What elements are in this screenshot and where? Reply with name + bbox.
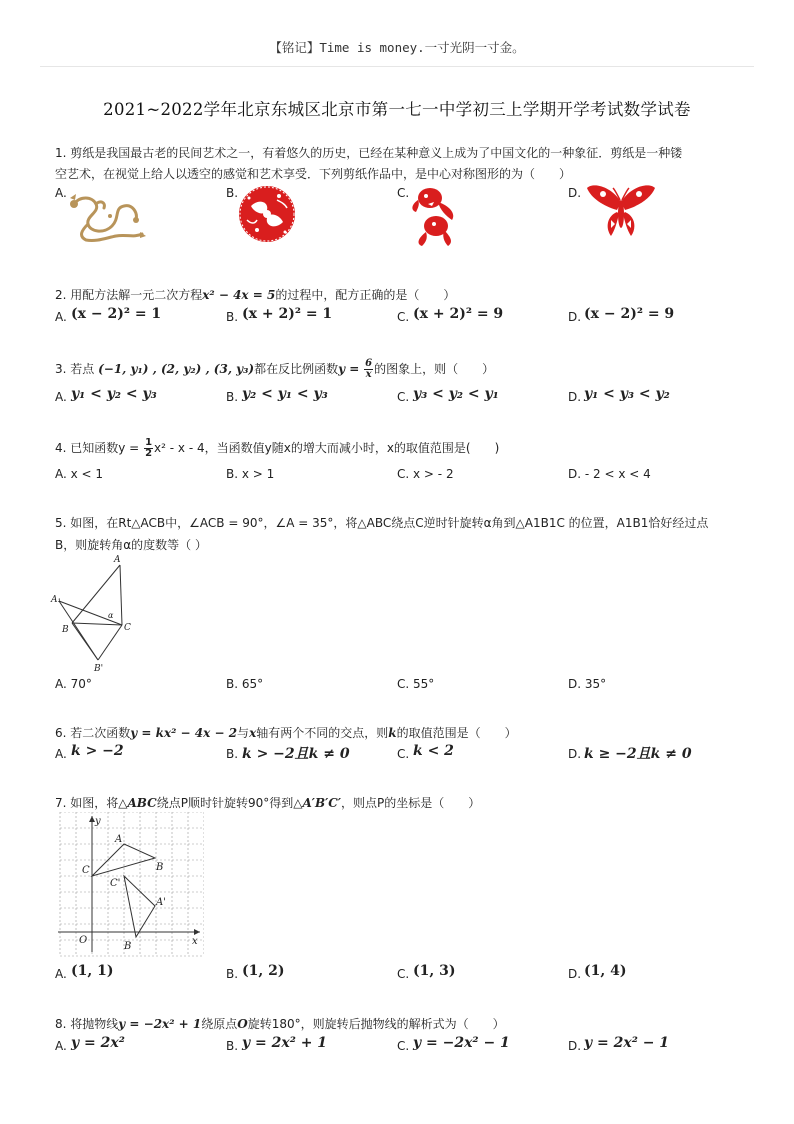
q6-prefix: 6. 若二次函数 xyxy=(55,726,131,740)
q3-option-c-label: C. xyxy=(397,390,410,404)
q2-equation: x² − 4x = 5 xyxy=(202,288,276,302)
q7-option-a-label: A. xyxy=(55,967,67,981)
q2-option-a: (x − 2)² = 1 xyxy=(71,306,162,322)
q5-label-a: A xyxy=(114,555,121,565)
q8-option-a-label: A. xyxy=(55,1039,67,1053)
q5-option-a: A. 70° xyxy=(55,677,92,691)
q1-text-line2: 空艺术，在视觉上给人以透空的感觉和艺术享受．下列剪纸作品中，是中心对称图形的为（ ） xyxy=(55,167,572,181)
q7-prefix: 7. 如图，将△ xyxy=(55,796,128,810)
q7-option-a: (1, 1) xyxy=(71,963,114,979)
header-divider xyxy=(40,66,754,67)
q3-func-lhs: y = xyxy=(338,362,360,376)
q3-option-b: y₂ < y₁ < y₃ xyxy=(242,386,328,402)
q2-option-d: (x − 2)² = 9 xyxy=(584,306,675,322)
q3-func-fraction xyxy=(364,359,373,380)
q8-prefix: 8. 将抛物线 xyxy=(55,1017,119,1031)
q5-option-b: B. 65° xyxy=(226,677,264,691)
q5-label-alpha: α xyxy=(108,611,114,620)
q4-option-a: A. x < 1 xyxy=(55,467,104,481)
q8-option-b: y = 2x² + 1 xyxy=(242,1035,328,1051)
q2-option-d-label: D. xyxy=(568,310,582,324)
q6-option-a-label: A. xyxy=(55,747,67,761)
q1-option-a-label: A. xyxy=(55,186,67,200)
q8-text xyxy=(55,1013,505,1035)
q2-prefix: 2. 用配方法解一元二次方程 xyxy=(55,288,203,302)
q6-option-b-label: B. xyxy=(226,747,239,761)
q3-prefix: 3. 若点 xyxy=(55,362,95,376)
q7-tri2: A′B′C′ xyxy=(302,796,341,810)
q6-func: y = kx² − 4x − 2 xyxy=(130,726,238,740)
q5-segment-bb1 xyxy=(72,623,98,660)
q2-option-c: (x + 2)² = 9 xyxy=(413,306,504,322)
q4-option-d: D. - 2 < x < 4 xyxy=(568,467,651,481)
q6-option-b: k > −2且k ≠ 0 xyxy=(242,746,350,762)
q3-options xyxy=(55,386,755,410)
q6-axis: x xyxy=(249,726,257,740)
q5-segment-b1c xyxy=(98,625,122,660)
q3-option-d-label: D. xyxy=(568,390,582,404)
q8-options xyxy=(55,1035,755,1059)
q7-suffix: ，则点P的坐标是（ ） xyxy=(340,796,481,810)
q5-option-c: C. 55° xyxy=(397,677,435,691)
q8-suffix: 旋转180°，则旋转后抛物线的解析式为（ ） xyxy=(247,1017,505,1031)
q4-frac-den: 2 xyxy=(145,448,153,459)
q7-mid: 绕点P顺时针旋转90°得到△ xyxy=(156,796,303,810)
q8-mid: 绕原点 xyxy=(201,1017,238,1031)
q2-option-c-label: C. xyxy=(397,310,410,324)
q8-option-a: y = 2x² xyxy=(71,1035,125,1051)
q4-option-b: B. x > 1 xyxy=(226,467,275,481)
q4-fraction xyxy=(144,438,153,459)
q7-option-c-label: C. xyxy=(397,967,410,981)
q7-label-c1: C' xyxy=(110,878,121,889)
goldfish-papercut-image xyxy=(410,180,462,248)
q6-option-a: k > −2 xyxy=(71,743,124,759)
q2-options xyxy=(55,306,755,330)
q7-option-d-label: D. xyxy=(568,967,582,981)
q6-option-c: k < 2 xyxy=(413,743,454,759)
q5-text-line1: 5. 如图，在Rt△ACB中，∠ACB = 90°，∠A = 35°，将△ABC绕点C逆时针旋转α角到△A1B1C 的位置，A1B1恰好经过点 xyxy=(55,516,709,530)
q6-suffix: 的取值范围是（ ） xyxy=(396,726,517,740)
q4-rest: x² - x - 4，当函数值y随x的增大而减小时，x的取值范围是( ) xyxy=(154,441,500,455)
q6-mid2: 轴有两个不同的交点，则 xyxy=(256,726,389,740)
q7-triangle-a1b1c1 xyxy=(124,876,155,937)
q5-option-d: D. 35° xyxy=(568,677,607,691)
q3-text xyxy=(55,358,494,380)
q3-func-den: x xyxy=(365,369,372,380)
q7-coordinate-grid-figure xyxy=(52,812,204,958)
q2-suffix: 的过程中，配方正确的是（ ） xyxy=(275,288,456,302)
q3-points: (−1, y₁) , (2, y₂) , (3, y₃) xyxy=(98,362,255,376)
q6-option-d: k ≥ −2且k ≠ 0 xyxy=(584,746,692,762)
q3-suffix: 的图象上，则（ ） xyxy=(374,362,495,376)
q6-text xyxy=(55,722,517,744)
q7-text xyxy=(55,792,480,814)
q5-label-a1: A₁ xyxy=(51,595,62,605)
q3-option-d: y₁ < y₃ < y₂ xyxy=(584,386,670,402)
q7-label-b: B xyxy=(156,862,164,873)
round-papercut-image xyxy=(237,184,297,244)
q7-option-c: (1, 3) xyxy=(413,963,456,979)
q7-option-d: (1, 4) xyxy=(584,963,627,979)
q2-option-a-label: A. xyxy=(55,310,67,324)
q3-func-num: 6 xyxy=(365,358,373,369)
q6-option-d-label: D. xyxy=(568,747,582,761)
q1-option-b-label: B. xyxy=(226,186,239,200)
q5-label-c: C xyxy=(124,623,131,633)
q8-option-c-label: C. xyxy=(397,1039,410,1053)
q1-option-c-label: C. xyxy=(397,186,410,200)
q3-mid: 都在反比例函数 xyxy=(254,362,339,376)
q5-segment-ac xyxy=(120,565,122,625)
q5-rotation-figure xyxy=(50,552,140,676)
q4-text xyxy=(55,437,499,459)
q3-option-a: y₁ < y₂ < y₃ xyxy=(71,386,157,402)
q6-option-c-label: C. xyxy=(397,747,410,761)
q4-option-c: C. x > - 2 xyxy=(397,467,454,481)
q8-func: y = −2x² + 1 xyxy=(118,1017,202,1031)
q7-x-arrow xyxy=(194,929,200,935)
q3-option-a-label: A. xyxy=(55,390,67,404)
dragon-papercut-image xyxy=(66,192,148,244)
q7-label-c: C xyxy=(82,865,90,876)
q7-label-y: y xyxy=(95,816,101,827)
q7-label-o: O xyxy=(79,935,88,946)
q8-option-d: y = 2x² − 1 xyxy=(584,1035,670,1051)
q1-text-line1: 1. 剪纸是我国最古老的民间艺术之一，有着悠久的历史，已经在某种意义上成为了中国文化的一种象征．剪纸是一种镂 xyxy=(55,146,683,160)
q5-label-b: B xyxy=(62,625,69,635)
q3-option-c: y₃ < y₂ < y₁ xyxy=(413,386,499,402)
q7-label-x: x xyxy=(192,936,198,947)
page-header: 【铭记】Time is money.一寸光阴一寸金。 xyxy=(269,40,525,55)
q2-option-b-label: B. xyxy=(226,310,239,324)
q6-options xyxy=(55,743,755,767)
q5-text-line2: B，则旋转角α的度数等（ ） xyxy=(55,538,207,552)
q8-point: O xyxy=(237,1017,248,1031)
q2-option-b: (x + 2)² = 1 xyxy=(242,306,333,322)
q8-option-b-label: B. xyxy=(226,1039,239,1053)
q7-option-b: (1, 2) xyxy=(242,963,285,979)
q7-options xyxy=(55,963,755,987)
butterfly-papercut-image xyxy=(585,180,657,244)
q8-option-d-label: D. xyxy=(568,1039,582,1053)
q7-label-b1: B xyxy=(124,941,132,952)
q7-option-b-label: B. xyxy=(226,967,239,981)
q2-text xyxy=(55,284,455,306)
q1-option-d-label: D. xyxy=(568,186,582,200)
q5-segment-bc xyxy=(72,623,122,625)
q3-option-b-label: B. xyxy=(226,390,239,404)
q4-frac-num: 1 xyxy=(145,437,153,448)
q4-prefix: 4. 已知函数y = xyxy=(55,441,140,455)
q7-tri1: ABC xyxy=(127,796,157,810)
exam-title: 2021~2022学年北京东城区北京市第一七一中学初三上学期开学考试数学试卷 xyxy=(103,100,691,119)
q5-label-b1: B' xyxy=(94,664,104,674)
q6-mid: 与 xyxy=(237,726,250,740)
q7-label-a1: A' xyxy=(156,897,166,908)
q8-option-c: y = −2x² − 1 xyxy=(413,1035,510,1051)
q7-label-a: A xyxy=(115,834,123,845)
q6-var: k xyxy=(388,726,397,740)
